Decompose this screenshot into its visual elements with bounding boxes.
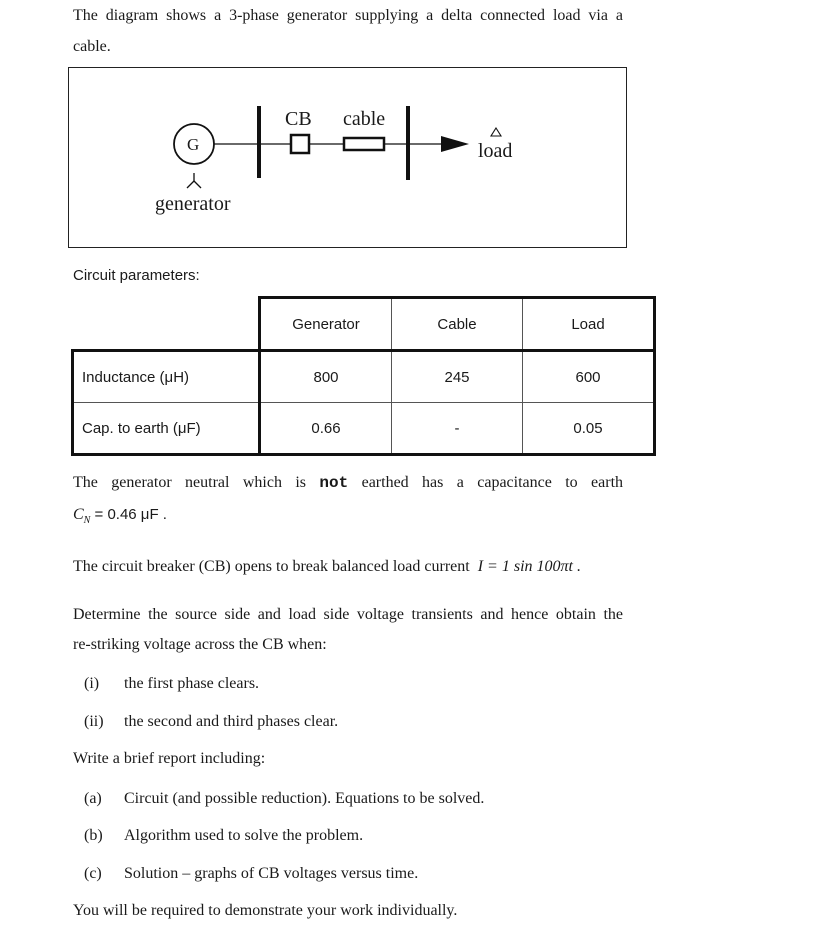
table-row bbox=[73, 351, 655, 403]
cell-inductance-load: 600 bbox=[523, 351, 655, 403]
cn-value: = 0.46 μF . bbox=[90, 506, 167, 523]
cn-symbol: C bbox=[73, 506, 84, 523]
cell-inductance-cable: 245 bbox=[392, 351, 523, 403]
row-label-capacitance: Cap. to earth (μF) bbox=[73, 403, 260, 455]
cb-current-line bbox=[73, 557, 581, 577]
cable-label: cable bbox=[343, 108, 386, 130]
neutral-line-1 bbox=[73, 473, 623, 493]
case-marker-ii: (ii) bbox=[84, 713, 104, 730]
cb-label: CB bbox=[285, 108, 312, 130]
table-corner-cell bbox=[73, 298, 260, 351]
report-item-c: Solution – graphs of CB voltages versus time. bbox=[124, 865, 419, 882]
load-label: load bbox=[478, 140, 513, 162]
cable-box bbox=[344, 138, 384, 150]
params-caption: Circuit parameters: bbox=[73, 267, 200, 284]
cell-capacitance-load: 0.05 bbox=[523, 403, 655, 455]
report-marker-c: (c) bbox=[84, 865, 102, 882]
cn-subscript: N bbox=[83, 515, 91, 527]
closing-line: You will be required to demonstrate your work individually. bbox=[73, 902, 458, 919]
load-arrow bbox=[441, 136, 469, 152]
delta-symbol bbox=[491, 128, 501, 136]
table-header-row bbox=[73, 298, 655, 351]
neutral-text-part1: The generator neutral which is bbox=[73, 474, 306, 491]
generator-label: generator bbox=[155, 193, 231, 215]
cell-capacitance-cable: - bbox=[392, 403, 523, 455]
neutral-capacitance-formula bbox=[73, 505, 167, 531]
cell-capacitance-generator: 0.66 bbox=[260, 403, 392, 455]
cb-box bbox=[291, 135, 309, 153]
intro-line-2: cable. bbox=[73, 38, 111, 55]
cell-inductance-generator: 800 bbox=[260, 351, 392, 403]
col-header-cable: Cable bbox=[392, 298, 523, 351]
report-intro: Write a brief report including: bbox=[73, 750, 266, 767]
col-header-load: Load bbox=[523, 298, 655, 351]
report-marker-a: (a) bbox=[84, 790, 102, 807]
neutral-text-part2: earthed has a capacitance to earth bbox=[361, 474, 624, 491]
parameters-table bbox=[71, 296, 656, 456]
single-line-diagram bbox=[68, 67, 627, 248]
determine-line-1: Determine the source side and load side voltage transients and hence obtain the bbox=[73, 606, 623, 623]
neutral-text-bold: not bbox=[319, 474, 349, 492]
report-item-a: Circuit (and possible reduction). Equations to be solved. bbox=[124, 790, 485, 807]
generator-symbol: G bbox=[187, 135, 200, 154]
cb-text: The circuit breaker (CB) opens to break balanced load current bbox=[73, 558, 470, 575]
row-label-inductance: Inductance (μH) bbox=[73, 351, 260, 403]
table-row bbox=[73, 403, 655, 455]
determine-line-2: re-striking voltage across the CB when: bbox=[73, 636, 327, 653]
report-marker-b: (b) bbox=[84, 827, 103, 844]
case-text-i: the first phase clears. bbox=[124, 675, 260, 692]
current-formula: I = 1 sin 100πt . bbox=[477, 558, 581, 575]
intro-line-1: The diagram shows a 3-phase generator supplying a delta connected load via a bbox=[73, 7, 623, 24]
report-item-b: Algorithm used to solve the problem. bbox=[124, 827, 364, 844]
wye-symbol bbox=[187, 173, 201, 188]
case-text-ii: the second and third phases clear. bbox=[124, 713, 339, 730]
col-header-generator: Generator bbox=[260, 298, 392, 351]
case-marker-i: (i) bbox=[84, 675, 100, 692]
diagram-drawing bbox=[69, 68, 628, 249]
